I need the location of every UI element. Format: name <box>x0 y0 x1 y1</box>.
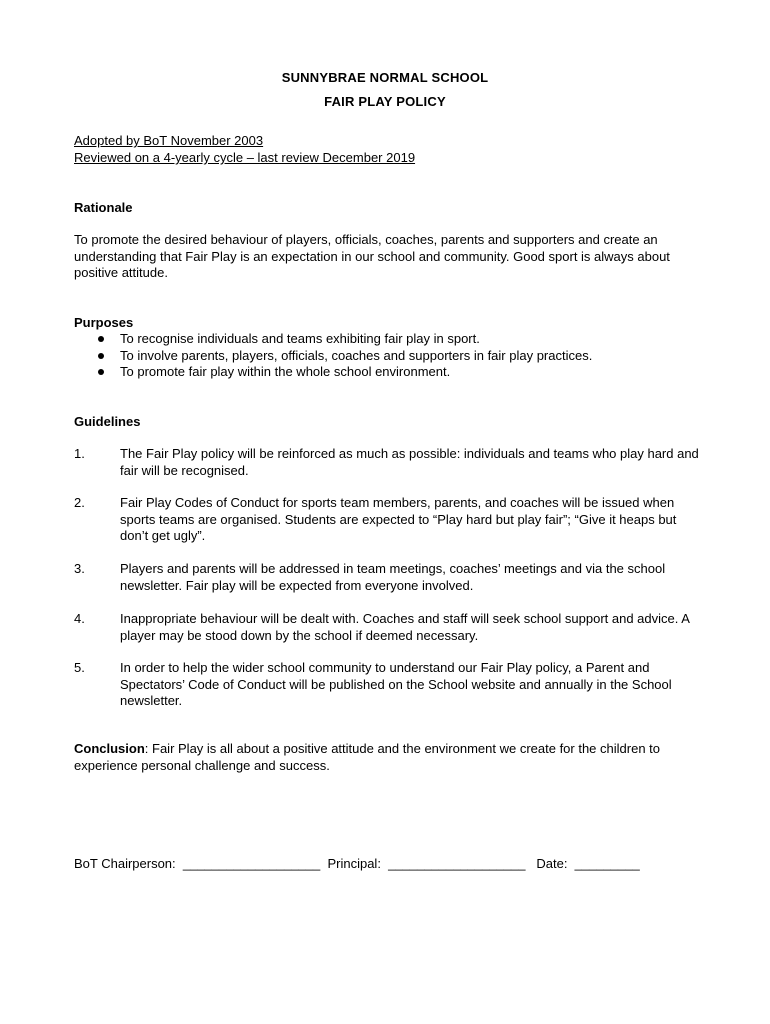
guideline-number: 4. <box>74 611 85 626</box>
adoption-info <box>74 133 415 167</box>
purposes-list <box>74 331 699 381</box>
review-cycle: Reviewed on a 4-yearly cycle – last review December 2019 <box>74 150 416 165</box>
rationale-text: To promote the desired behaviour of players, officials, coaches, parents and supporters and create an understanding that Fair Play is an expectation in our school and community. Good sport is always about positive attitude. <box>74 232 670 281</box>
signature-line: BoT Chairperson: ___________________ Principal: ___________________ Date: _________ <box>74 856 640 871</box>
purpose-text: To promote fair play within the whole school environment. <box>120 364 451 380</box>
adopted-date: Adopted by BoT November 2003 <box>74 133 264 148</box>
guideline-number: 3. <box>74 561 85 576</box>
guideline-number: 5. <box>74 660 85 675</box>
list-item <box>74 364 699 381</box>
conclusion <box>74 741 694 774</box>
guideline-number: 2. <box>74 495 85 510</box>
guideline-number: 1. <box>74 446 85 461</box>
list-item <box>74 331 699 348</box>
conclusion-label: Conclusion <box>74 741 145 756</box>
conclusion-text: : Fair Play is all about a positive attitude and the environment we create for the children to experience personal challenge and success. <box>74 741 661 773</box>
policy-title: FAIR PLAY POLICY <box>324 94 446 109</box>
bullet-icon <box>98 336 104 342</box>
guideline-text: Fair Play Codes of Conduct for sports team members, parents, and coaches will be issued when sports teams are organised. Students are expected to “Play hard but play fair”; “Give it heaps but don’t get ugly”. <box>120 495 677 544</box>
rationale-heading: Rationale <box>74 200 133 215</box>
guideline-text: In order to help the wider school community to understand our Fair Play policy, a Parent and Spectators’ Code of Conduct will be published on the School website and annually in the School newsletter. <box>120 660 672 709</box>
school-name: SUNNYBRAE NORMAL SCHOOL <box>281 70 489 85</box>
purposes-heading: Purposes <box>74 315 134 330</box>
guidelines-heading: Guidelines <box>74 414 141 429</box>
bullet-icon <box>98 353 104 359</box>
purpose-text: To involve parents, players, officials, coaches and supporters in fair play practices. <box>120 347 593 363</box>
bullet-icon <box>98 369 104 375</box>
purpose-text: To recognise individuals and teams exhibiting fair play in sport. <box>120 331 480 346</box>
guideline-text: Inappropriate behaviour will be dealt with. Coaches and staff will seek school support and advice. A player may be stood down by the school if deemed necessary. <box>120 611 690 643</box>
guideline-text: Players and parents will be addressed in team meetings, coaches’ meetings and via the school newsletter. Fair play will be expected from everyone involved. <box>120 561 666 593</box>
guideline-text: The Fair Play policy will be reinforced as much as possible: individuals and teams who play hard and fair will be recognised. <box>120 446 699 478</box>
list-item <box>74 348 699 365</box>
